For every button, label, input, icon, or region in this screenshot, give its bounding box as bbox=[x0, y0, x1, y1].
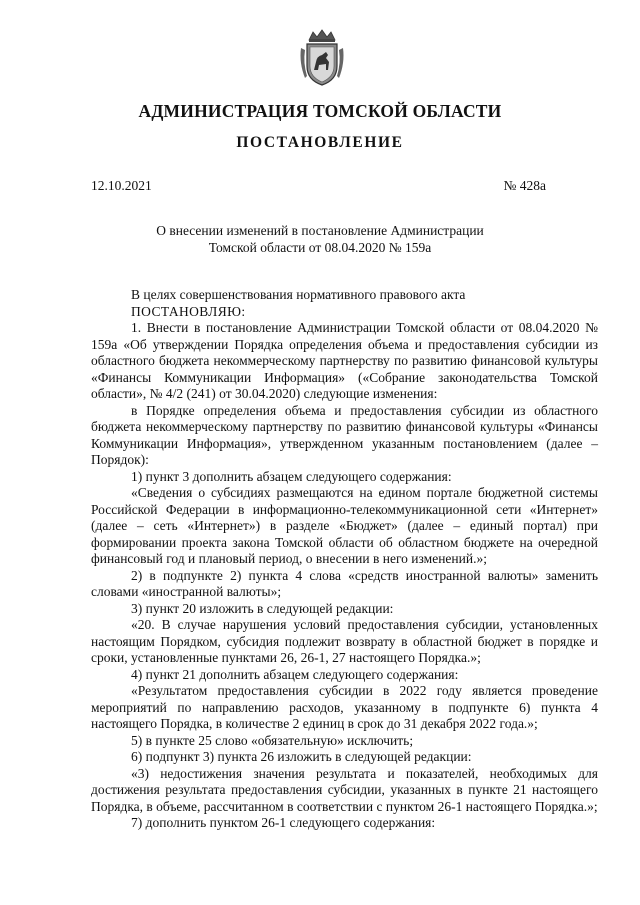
body-paragraph: 5) в пункте 25 слово «обязательную» исключить; bbox=[131, 732, 414, 748]
body-paragraph: 6) подпункт 3) пункта 26 изложить в следующей редакции: bbox=[131, 749, 472, 764]
body-paragraph: 7) дополнить пунктом 26-1 следующего содержания: bbox=[131, 815, 436, 830]
body-paragraph: 1) пункт 3 дополнить абзацем следующего содержания: bbox=[131, 468, 452, 484]
document-body bbox=[91, 287, 598, 832]
document-date: 12.10.2021 bbox=[91, 178, 152, 193]
document-number: № 428а bbox=[503, 178, 546, 193]
subject-line: О внесении изменений в постановление Администрации bbox=[156, 223, 484, 238]
organization-title: АДМИНИСТРАЦИЯ ТОМСКОЙ ОБЛАСТИ bbox=[138, 101, 502, 121]
body-paragraph: в Порядке определения объема и предоставления субсидии из областного бюджета некоммерческому партнерству по развитию финансовой культуры «Финансы Коммуникации Информация», утвержденном указанным постановлением (далее – Порядок): bbox=[91, 402, 598, 467]
body-paragraph: «Результатом предоставления субсидии в 2022 году является проведение мероприятий по направлению расходов, указанному в подпункте 6) пункта 4 настоящего Порядка, в количестве 2 единиц в срок до 31 декабря 2022 года.»; bbox=[91, 683, 598, 731]
body-paragraph: В целях совершенствования нормативного правового акта bbox=[131, 287, 466, 302]
subject-line: Томской области от 08.04.2020 № 159а bbox=[208, 239, 432, 255]
body-paragraph: 1. Внести в постановление Администрации Томской области от 08.04.2020 № 159а «Об утверждении Порядка определения объема и предоставления субсидии из областного бюджета некоммерческому партнерству по развитию финансовой культуры «Финансы Коммуникации Информация» («Собрание законодательства Томской области», № 4/2 (241) от 30.04.2020) следующие изменения: bbox=[91, 320, 598, 401]
body-paragraph: «3) недостижения значения результата и показателей, необходимых для достижения результата предоставления субсидии, указанных в пункте 21 настоящего Порядка, в объеме, рассчитанном в соответствии с пунктом 26-1 настоящего Порядка.»; bbox=[91, 765, 598, 814]
body-paragraph: 2) в подпункте 2) пункта 4 слова «средств иностранной валюты» заменить словами «иностранной валюты»; bbox=[91, 567, 598, 599]
body-paragraph: 3) пункт 20 изложить в следующей редакции: bbox=[131, 600, 394, 616]
document-subject bbox=[130, 223, 510, 256]
coat-of-arms-icon bbox=[297, 28, 347, 88]
body-paragraph: «20. В случае нарушения условий предоставления субсидии, установленных настоящим Порядком, субсидия подлежит возврату в областной бюджет в порядке и сроки, установленные пунктами 26, 26-1, 27 настоящего Порядка.»; bbox=[91, 617, 598, 665]
decree-word: ПОСТАНОВЛЯЮ: bbox=[131, 303, 246, 319]
body-paragraph: 4) пункт 21 дополнить абзацем следующего содержания: bbox=[131, 666, 459, 682]
body-paragraph: «Сведения о субсидиях размещаются на едином портале бюджетной системы Российской Федерации в информационно-телекоммуникационной сети «Интернет» (далее – сеть «Интернет») в разделе «Бюджет» (далее – единый портал) при формировании проекта закона Томской области об областном бюджете на очередной финансовый год и плановый период, о внесении в него изменений.»; bbox=[91, 485, 598, 566]
document-type: ПОСТАНОВЛЕНИЕ bbox=[236, 134, 404, 151]
